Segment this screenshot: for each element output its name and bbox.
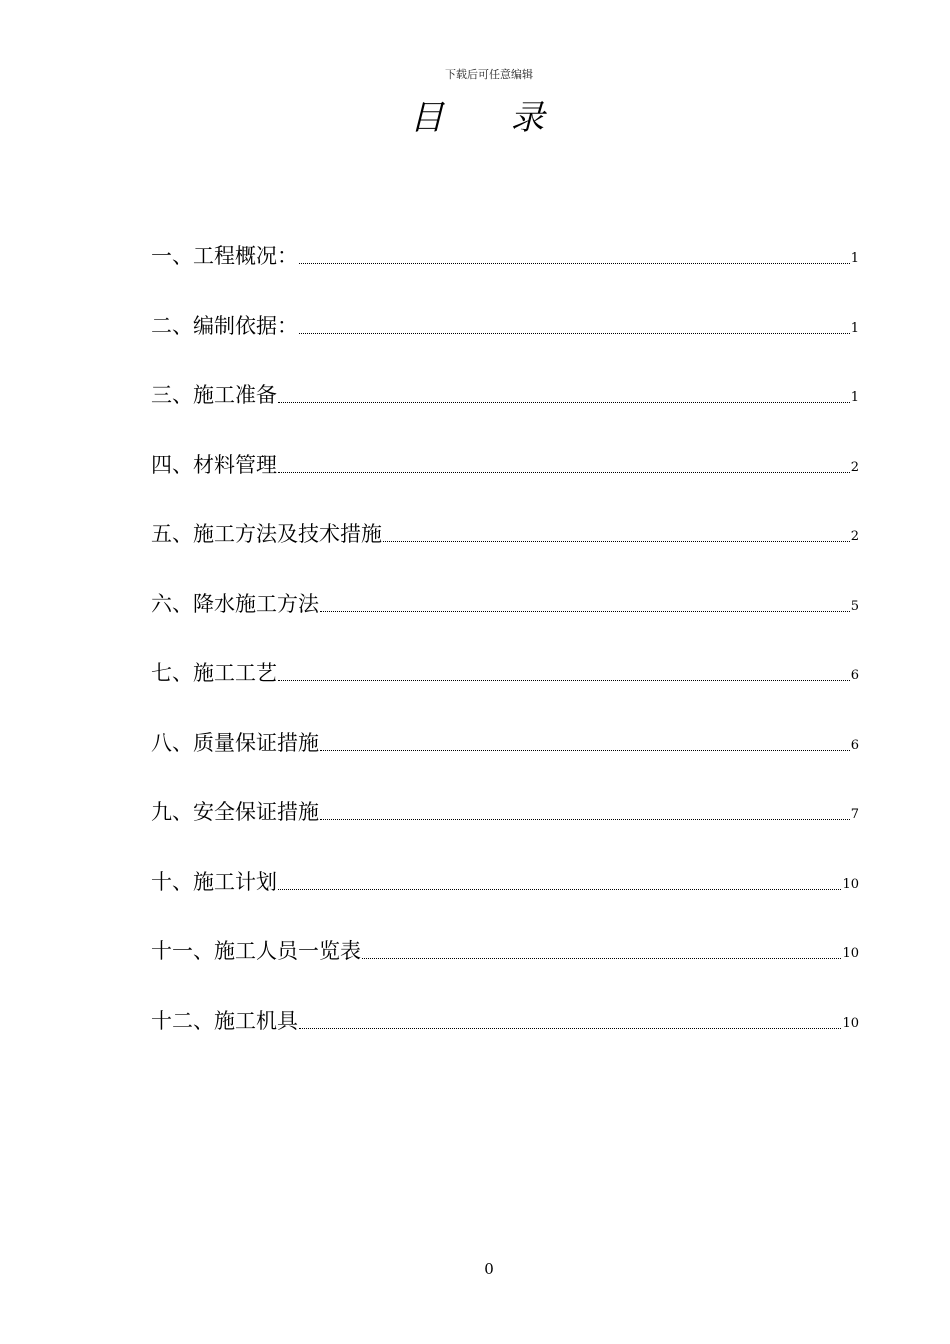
toc-dot-leader — [278, 402, 850, 403]
toc-entry-label: 十二、施工机具 — [151, 1008, 298, 1033]
toc-entry[interactable] — [151, 937, 859, 1007]
toc-dot-leader — [278, 680, 850, 681]
toc-entry[interactable] — [151, 590, 859, 660]
toc-dot-leader — [278, 472, 850, 473]
toc-entry-page: 1 — [850, 390, 859, 405]
toc-entry-label: 九、安全保证措施 — [151, 800, 319, 824]
toc-entry-page: 6 — [850, 668, 859, 683]
page-number: 0 — [484, 1260, 494, 1278]
toc-list — [151, 242, 859, 1076]
toc-entry[interactable] — [151, 868, 859, 938]
toc-entry-page: 1 — [850, 251, 859, 266]
toc-title: 目 录 — [409, 98, 573, 138]
toc-entry-page: 7 — [850, 807, 859, 822]
toc-entry[interactable] — [151, 312, 859, 382]
toc-dot-leader — [320, 611, 850, 612]
toc-entry-label: 七、施工工艺 — [151, 661, 277, 685]
toc-dot-leader — [278, 889, 841, 890]
toc-entry[interactable] — [151, 798, 859, 868]
toc-entry-page: 10 — [842, 946, 859, 961]
toc-entry-label: 十一、施工人员一览表 — [151, 939, 361, 963]
toc-entry-label: 三、施工准备 — [151, 383, 277, 407]
toc-entry-label: 五、施工方法及技术措施 — [151, 522, 382, 546]
toc-dot-leader — [320, 819, 850, 820]
toc-dot-leader — [299, 1028, 841, 1029]
toc-entry-label: 六、降水施工方法 — [151, 591, 319, 616]
toc-entry-page: 5 — [850, 598, 859, 614]
header-note: 下载后可任意编辑 — [445, 68, 533, 81]
toc-dot-leader — [299, 333, 850, 334]
toc-entry[interactable] — [151, 242, 859, 312]
toc-entry[interactable] — [151, 729, 859, 799]
toc-entry-label: 四、材料管理 — [151, 452, 277, 477]
toc-entry-page: 2 — [850, 529, 859, 544]
toc-entry-page: 10 — [842, 1015, 859, 1031]
toc-entry-label: 二、编制依据： — [151, 313, 298, 338]
toc-entry[interactable] — [151, 451, 859, 521]
toc-dot-leader — [362, 958, 841, 959]
toc-entry[interactable] — [151, 520, 859, 590]
toc-entry[interactable] — [151, 659, 859, 729]
toc-entry-page: 6 — [850, 737, 859, 753]
toc-entry-page: 1 — [850, 320, 859, 336]
toc-entry-page: 10 — [842, 876, 859, 892]
toc-entry-page: 2 — [850, 459, 859, 475]
toc-entry[interactable] — [151, 381, 859, 451]
toc-dot-leader — [299, 263, 850, 264]
toc-entry-label: 八、质量保证措施 — [151, 730, 319, 755]
toc-entry-label: 一、工程概况： — [151, 244, 298, 268]
toc-dot-leader — [383, 541, 850, 542]
toc-dot-leader — [320, 750, 850, 751]
toc-entry-label: 十、施工计划 — [151, 869, 277, 894]
toc-entry[interactable] — [151, 1007, 859, 1077]
